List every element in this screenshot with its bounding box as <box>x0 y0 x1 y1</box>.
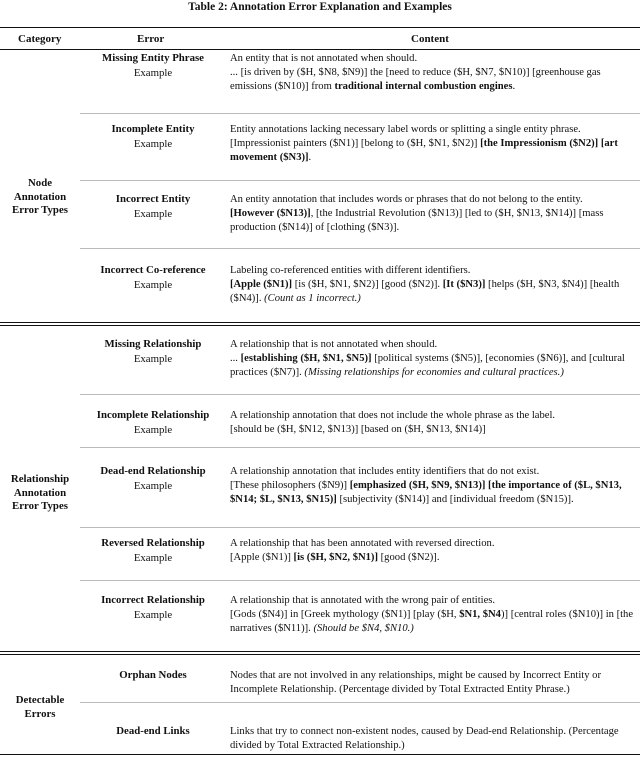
example-text <box>230 353 625 378</box>
example-segment: [helps ($H, $N3, $N4)] [health ($N4)]. <box>230 279 620 304</box>
error-title: Incorrect Relationship <box>101 594 205 606</box>
example-segment: [subjectivity ($N14)] and [individual freedom ($N15)]. <box>336 494 574 505</box>
example-segment: (Missing relationships for economies and cultural practices.) <box>304 367 564 378</box>
category-detectable: Detectable Errors <box>15 694 65 720</box>
example-label: Example <box>133 608 173 621</box>
row-divider <box>80 180 640 181</box>
category-node: Node Annotation Error Types <box>12 177 68 217</box>
header-content: Content <box>411 33 449 45</box>
example-segment: [is ($H, $N1, $N2)] [good ($N2)]. <box>292 279 443 290</box>
top-rule <box>0 27 640 28</box>
error-cell <box>80 263 226 292</box>
error-title: Incomplete Relationship <box>96 409 210 421</box>
section-rule <box>0 325 640 326</box>
example-label: Example <box>133 66 173 79</box>
example-text <box>230 279 619 304</box>
example-label: Example <box>133 352 173 365</box>
example-segment: ... [is driven by ($H, $N8, $N9)] the [need to reduce ($H, $N7, $N10)] [greenhouse gas emissions ($N10)] from <box>230 67 601 92</box>
error-title: Incorrect Entity <box>115 193 191 205</box>
content-cell <box>230 123 635 165</box>
example-text <box>230 480 622 505</box>
example-segment: traditional internal combustion engines <box>334 81 513 92</box>
error-title: Missing Entity Phrase <box>102 52 204 64</box>
header-error: Error <box>137 33 165 45</box>
error-description: An entity annotation that includes words or phrases that do not belong to the entity. <box>230 194 583 205</box>
example-text <box>230 67 601 92</box>
error-description: Nodes that are not involved in any relationships, might be caused by Incorrect Entity or Incomplete Relationship. (Percentage divided by Total Extracted Entity Phrase.) <box>230 670 601 695</box>
example-segment: [Gods ($N4)] in [Greek mythology ($N1)] [play ($H, <box>230 609 460 620</box>
example-segment: [the Impressionism ($N2)] [art movement ($N3)] <box>230 138 618 163</box>
example-segment: (Should be $N4, $N10.) <box>313 623 414 634</box>
error-description: Links that try to connect non-existent nodes, caused by Dead-end Relationship. (Percentage divided by Total Extracted Relationship.) <box>230 726 619 751</box>
error-cell <box>80 724 226 739</box>
section-rule <box>0 322 640 323</box>
error-description: A relationship that is not annotated when should. <box>230 339 438 350</box>
example-segment: [Impressionist painters ($N1)] [belong to ($H, $N1, $N2)] <box>230 138 481 149</box>
content-cell <box>230 52 635 94</box>
example-segment: [It ($N3)] <box>442 279 486 290</box>
error-cell <box>80 192 226 221</box>
error-title: Reversed Relationship <box>101 537 205 549</box>
example-segment: [is ($H, $N2, $N1)] <box>293 552 378 563</box>
content-cell <box>230 669 635 697</box>
error-description: An entity that is not annotated when should. <box>230 53 418 64</box>
error-title: Dead-end Relationship <box>100 465 206 477</box>
error-cell <box>80 337 226 366</box>
error-cell <box>80 668 226 683</box>
example-segment: [However ($N13)] <box>230 208 311 219</box>
example-label: Example <box>133 278 173 291</box>
error-description: A relationship that has been annotated with reversed direction. <box>230 538 495 549</box>
error-cell <box>80 408 226 437</box>
example-text <box>230 609 633 634</box>
example-segment: )] [central roles ($N10)] in [the narratives ($N11)]. <box>230 609 634 634</box>
example-segment: [establishing ($H, $N1, $N5)] <box>240 353 372 364</box>
content-cell <box>230 193 635 235</box>
error-cell <box>80 51 226 80</box>
example-label: Example <box>133 479 173 492</box>
error-description: Entity annotations lacking necessary label words or splitting a single entity phrase. <box>230 124 581 135</box>
error-title: Missing Relationship <box>104 338 202 350</box>
error-title: Incorrect Co-reference <box>100 264 206 276</box>
error-title: Orphan Nodes <box>119 669 187 681</box>
example-segment: [These philosophers ($N9)] <box>230 480 350 491</box>
example-segment: [emphasized ($H, $N9, $N13)] [the importance of ($L, $N13, $N14; $L, $N13, $N15)] <box>230 480 622 505</box>
example-segment: (Count as 1 incorrect.) <box>264 293 361 304</box>
content-cell <box>230 465 635 507</box>
example-text <box>230 138 618 163</box>
example-segment: [should be ($H, $N12, $N13)] [based on ($H, $N13, $N14)] <box>230 424 486 435</box>
example-segment: [Apple ($N1)] <box>230 279 293 290</box>
row-divider <box>80 248 640 249</box>
example-segment: [Apple ($N1)] <box>230 552 294 563</box>
example-segment: . <box>512 81 516 92</box>
example-segment: [good ($N2)]. <box>378 552 440 563</box>
content-cell <box>230 409 635 437</box>
row-divider <box>80 447 640 448</box>
example-segment: $N1, $N4 <box>459 609 501 620</box>
error-cell <box>80 593 226 622</box>
row-divider <box>80 394 640 395</box>
error-title: Incomplete Entity <box>111 123 195 135</box>
error-description: Labeling co-referenced entities with different identifiers. <box>230 265 471 276</box>
example-segment: . <box>308 152 312 163</box>
error-description: A relationship annotation that does not include the whole phrase as the label. <box>230 410 556 421</box>
example-label: Example <box>133 137 173 150</box>
example-segment: ... <box>230 353 241 364</box>
example-text <box>230 208 603 233</box>
row-divider <box>80 580 640 581</box>
error-description: A relationship that is annotated with the wrong pair of entities. <box>230 595 496 606</box>
row-divider <box>80 527 640 528</box>
row-divider <box>80 702 640 703</box>
error-cell <box>80 122 226 151</box>
row-divider <box>80 113 640 114</box>
section-rule <box>0 651 640 652</box>
example-label: Example <box>133 207 173 220</box>
content-cell <box>230 537 635 565</box>
header-rule <box>0 49 640 50</box>
error-cell <box>80 464 226 493</box>
content-cell <box>230 594 635 636</box>
bottom-rule <box>0 754 640 755</box>
error-description: A relationship annotation that includes entity identifiers that do not exist. <box>230 466 540 477</box>
example-label: Example <box>133 423 173 436</box>
example-segment: [political systems ($N5)], [economies ($N6)], and [cultural practices ($N7)]. <box>230 353 625 378</box>
content-cell <box>230 338 635 380</box>
header-category: Category <box>18 33 62 45</box>
table-caption: Table 2: Annotation Error Explanation and Examples <box>188 1 452 13</box>
content-cell <box>230 264 635 306</box>
content-cell <box>230 725 635 753</box>
example-label: Example <box>133 551 173 564</box>
error-title: Dead-end Links <box>116 725 190 737</box>
example-text <box>230 552 440 563</box>
error-cell <box>80 536 226 565</box>
example-segment: , [the Industrial Revolution ($N13)] [led to ($H, $N13, $N14)] [mass production ($N14)] of [clothing ($N3)]. <box>230 208 604 233</box>
example-text <box>230 424 486 435</box>
section-rule <box>0 654 640 655</box>
category-relationship: Relationship Annotation Error Types <box>10 473 70 513</box>
